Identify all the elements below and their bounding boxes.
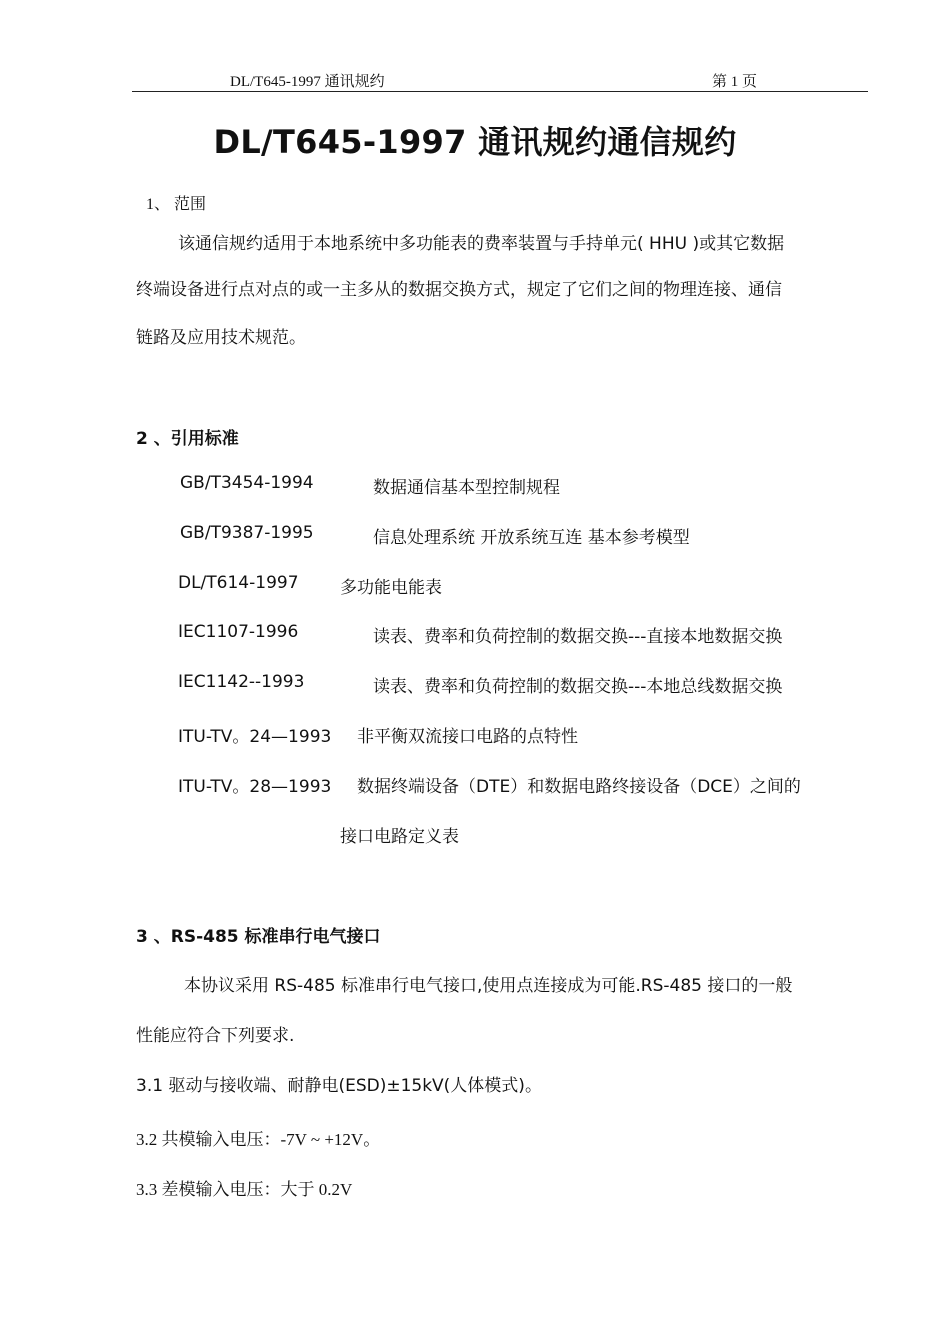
document-title: DL/T645-1997 通讯规约通信规约 [213,123,737,161]
reference-title: 信息处理系统 开放系统互连 基本参考模型 [373,528,690,548]
reference-code: ITU-TV。24—1993 [178,727,332,747]
reference-title: 非平衡双流接口电路的点特性 [357,727,578,747]
reference-title-continuation: 接口电路定义表 [340,827,459,847]
section-3-heading: 3 、RS-485 标准串行电气接口 [136,927,381,947]
requirement-item: 3.1 驱动与接收端、耐静电(ESD)±15kV(人体模式)。 [136,1076,542,1096]
reference-code: ITU-TV。28—1993 [178,777,332,797]
reference-code: GB/T9387-1995 [180,523,314,543]
header-page-number: 第 1 页 [712,74,758,90]
reference-title: 多功能电能表 [340,578,442,598]
reference-code: IEC1107-1996 [178,622,299,642]
section-1-paragraph-line: 该通信规约适用于本地系统中多功能表的费率装置与手持单元( HHU )或其它数据 [178,234,785,254]
section-2-heading: 2 、引用标准 [136,429,239,449]
requirement-item: 3.2 共模输入电压：-7V ~ +12V。 [136,1130,381,1149]
header-document-id: DL/T645-1997 通讯规约 [230,74,385,90]
section-1-heading: 1、 范围 [146,196,207,213]
section-3-paragraph-line: 性能应符合下列要求. [136,1026,295,1046]
section-3-paragraph-line: 本协议采用 RS-485 标准串行电气接口,使用点连接成为可能.RS-485 接口的一般 [184,976,793,996]
section-1-paragraph-line: 链路及应用技术规范。 [136,328,306,348]
reference-title: 数据终端设备（DTE）和数据电路终接设备（DCE）之间的 [357,777,801,797]
reference-title: 数据通信基本型控制规程 [373,478,560,498]
section-1-paragraph-line: 终端设备进行点对点的或一主多从的数据交换方式，规定了它们之间的物理连接、通信 [136,280,782,300]
reference-title: 读表、费率和负荷控制的数据交换---本地总线数据交换 [373,677,783,697]
reference-code: DL/T614-1997 [178,573,299,593]
requirement-item: 3.3 差模输入电压：大于 0.2V [136,1180,353,1199]
reference-code: IEC1142--1993 [178,672,305,692]
header-divider [132,91,868,92]
reference-title: 读表、费率和负荷控制的数据交换---直接本地数据交换 [373,627,783,647]
reference-code: GB/T3454-1994 [180,473,314,493]
